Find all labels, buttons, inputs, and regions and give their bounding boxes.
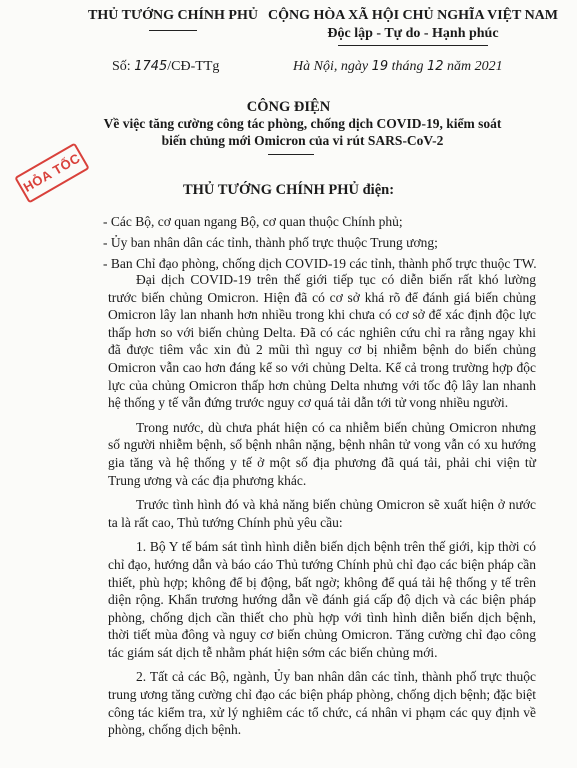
issuer-line: THỦ TƯỚNG CHÍNH PHỦ điện:: [182, 182, 395, 198]
body-paragraph: Trước tình hình đó và khả năng biến chủng Omicron sẽ xuất hiện ở nước ta là rất cao, Thủ tướng Chính phủ yêu cầu:: [108, 497, 536, 530]
date-day: 19: [371, 59, 389, 74]
document-body: [108, 271, 536, 746]
issuing-agency: THỦ TƯỚNG CHÍNH PHỦ: [88, 8, 258, 23]
national-motto: Độc lập - Tự do - Hạnh phúc: [327, 26, 499, 41]
doc-number-handwritten: 1745: [134, 59, 168, 74]
body-paragraph: Trong nước, dù chưa phát hiện có ca nhiễm biến chủng Omicron nhưng số người nhiễm bệnh, số bệnh nhân nặng, bệnh nhân tử vong vẫn có xu hướng gia tăng và hệ thống y tế ở một số địa phương đã quá tải, phải chi viện từ Trung ương và các địa phương khác.: [108, 419, 536, 488]
doc-number-prefix: Số:: [112, 59, 135, 74]
document-number: [112, 59, 219, 75]
document-type: CÔNG ĐIỆN: [246, 99, 331, 115]
motto-underline: [338, 45, 488, 46]
recipient-item: - Ủy ban nhân dân các tỉnh, thành phố trực thuộc Trung ương;: [103, 235, 438, 250]
year-label: năm 2021: [443, 59, 503, 74]
month-label: tháng: [388, 59, 427, 74]
agency-underline: [149, 30, 197, 31]
subject-underline: [268, 154, 314, 155]
body-paragraph: Đại dịch COVID-19 trên thế giới tiếp tục có diễn biến rất khó lường trước biến chủng Omicron. Hiện đã có cơ sở khá rõ để đánh giá biến chủng Omicron lây lan nhanh hơn nhiều trong khi chưa có cơ sở để xác định độc lực thấp hơn so với biến chủng Delta. Đã có các nghiên cứu chỉ ra rằng ngay khi đã được tiêm vắc xin đủ 2 mũi thì nguy cơ bị nhiễm bệnh do biến chủng Omicron vẫn cao hơn đáng kể so với chủng Delta. Kể cả trong trường hợp độc lực của chủng Omicron thấp hơn chủng Delta nhưng với tốc độ lây lan nhanh hệ thống y tế vẫn đứng trước nguy cơ quá tải dẫn tới tử vong nhiều người.: [108, 272, 536, 411]
recipient-item: - Các Bộ, cơ quan ngang Bộ, cơ quan thuộc Chính phủ;: [103, 214, 403, 229]
document-subject: [70, 115, 535, 149]
body-paragraph: 2. Tất cả các Bộ, ngành, Ủy ban nhân dân các tỉnh, thành phố trực thuộc trung ương tăng cường chỉ đạo các biện pháp phòng, chống dịch bệnh; đặc biệt công tác kiểm tra, xử lý nghiêm các tổ chức, cá nhân vi phạm các quy định về phòng, chống dịch bệnh.: [108, 669, 536, 738]
subject-line-1: Về việc tăng cường công tác phòng, chống dịch COVID-19, kiểm soát: [103, 116, 502, 131]
body-paragraph: 1. Bộ Y tế bám sát tình hình diễn biến dịch bệnh trên thế giới, kịp thời có chỉ đạo, hướng dẫn và báo cáo Thủ tướng Chính phủ chỉ đạo các biện pháp cần thiết, phù hợp; không để bị động, bất ngờ; không để quá tải hệ thống y tế trên diện rộng. Khẩn trương hướng dẫn về đánh giá cấp độ dịch và các biện pháp phòng, chống dịch cần thiết cho phù hợp với tình hình diễn biến dịch bệnh, thời tiết mùa đông và nguy cơ biến chủng Omicron. Tăng cường chỉ đạo công tác giám sát dịch tễ nhằm phát hiện sớm các biến chủng mới.: [108, 539, 536, 660]
place-label: Hà Nội, ngày: [293, 59, 372, 74]
recipient-list: [103, 211, 537, 274]
doc-number-suffix: /CĐ-TTg: [167, 59, 220, 74]
date-month: 12: [427, 59, 444, 74]
urgent-stamp: HỎA TỐC: [14, 143, 90, 204]
nation-name: CỘNG HÒA XÃ HỘI CHỦ NGHĨA VIỆT NAM: [267, 8, 558, 23]
place-and-date: [293, 59, 503, 75]
recipient-item: - Ban Chỉ đạo phòng, chống dịch COVID-19 các tỉnh, thành phố trực thuộc TW.: [103, 256, 537, 271]
issuing-agency-block: [88, 8, 258, 31]
national-title-block: [262, 8, 564, 46]
subject-line-2: biến chủng mới Omicron của vi rút SARS-CoV-2: [161, 133, 444, 148]
